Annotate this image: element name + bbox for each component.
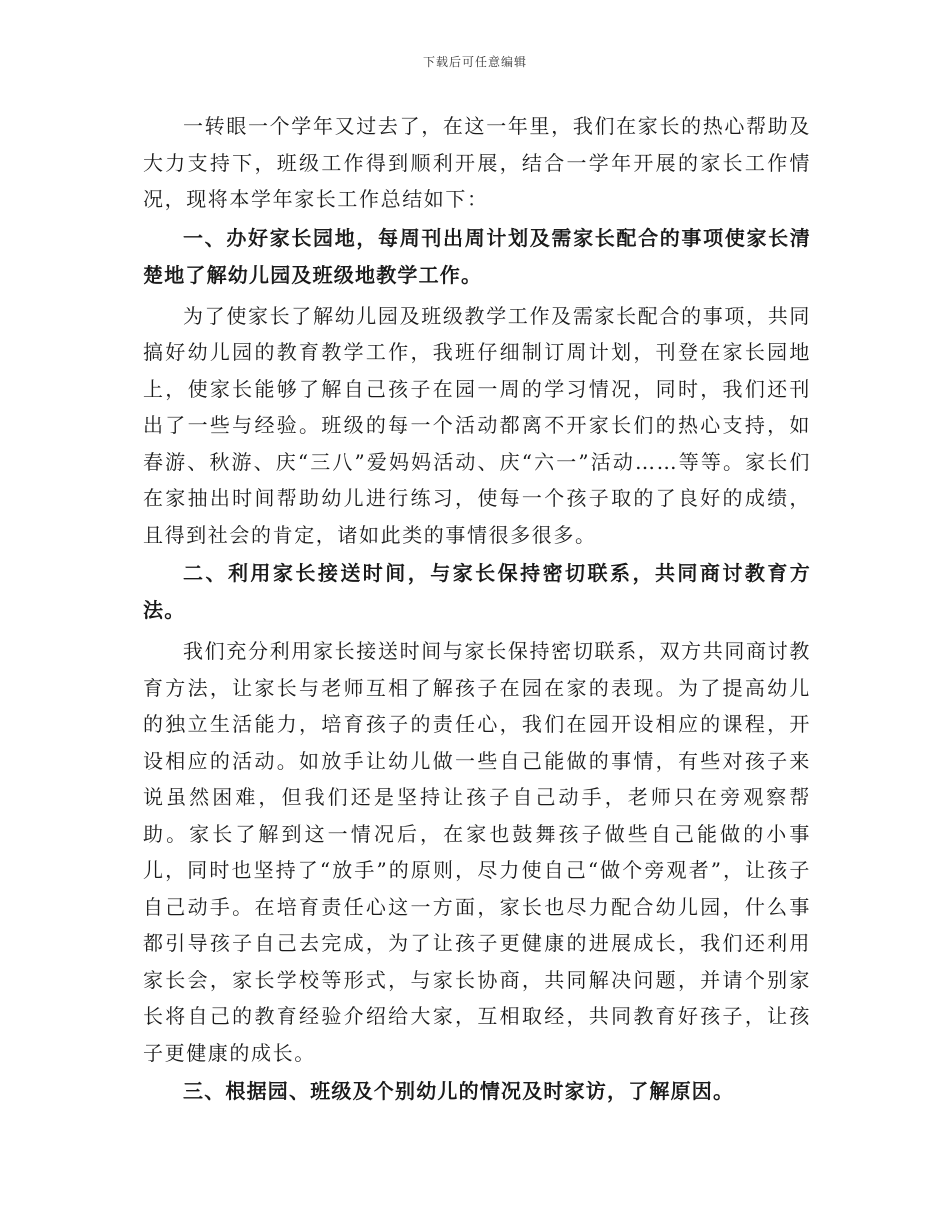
page-header-note: 下载后可任意编辑 bbox=[422, 55, 527, 69]
section-heading-3: 三、根据园、班级及个别幼儿的情况及时家访，了解原因。 bbox=[183, 1079, 735, 1103]
section-heading-2: 二、利用家长接送时间，与家长保持密切联系，共同商讨教育方法。 bbox=[143, 561, 811, 622]
section-heading-1: 一、办好家长园地，每周刊出周计划及需家长配合的事项使家长清楚地了解幼儿园及班级地教学工作。 bbox=[143, 225, 811, 287]
document-body bbox=[143, 108, 811, 1114]
section-1-paragraph: 为了使家长了解幼儿园及班级教学工作及需家长配合的事项，共同搞好幼儿园的教育教学工作，我班仔细制订周计划，刊登在家长园地上，使家长能够了解自己孩子在园一周的学习情况，同时，我们还刊出了一些与经验。班级的每一个活动都离不开家长们的热心支持，如春游、秋游、庆“三八”爱妈妈活动、庆“六一”活动……等等。家长们在家抽出时间帮助幼儿进行练习，使每一个孩子取的了良好的成绩，且得到社会的肯定，诸如此类的事情很多很多。 bbox=[143, 303, 811, 547]
section-2-paragraph: 我们充分利用家长接送时间与家长保持密切联系，双方共同商讨教育方法，让家长与老师互相了解孩子在园在家的表现。为了提高幼儿的独立生活能力，培育孩子的责任心，我们在园开设相应的课程，开设相应的活动。如放手让幼儿做一些自己能做的事情，有些对孩子来说虽然困难，但我们还是坚持让孩子自己动手，老师只在旁观察帮助。家长了解到这一情况后，在家也鼓舞孩子做些自己能做的小事儿，同时也坚持了“放手”的原则，尽力使自己“做个旁观者”，让孩子自己动手。在培育责任心这一方面，家长也尽力配合幼儿园，什么事都引导孩子自己去完成，为了让孩子更健康的进展成长，我们还利用家长会，家长学校等形式，与家长协商，共同解决问题，并请个别家长将自己的教育经验介绍给大家，互相取经，共同教育好孩子，让孩子更健康的成长。 bbox=[143, 639, 811, 1065]
intro-paragraph: 一转眼一个学年又过去了，在这一年里，我们在家长的热心帮助及大力支持下，班级工作得到顺利开展，结合一学年开展的家长工作情况，现将本学年家长工作总结如下： bbox=[143, 114, 811, 211]
